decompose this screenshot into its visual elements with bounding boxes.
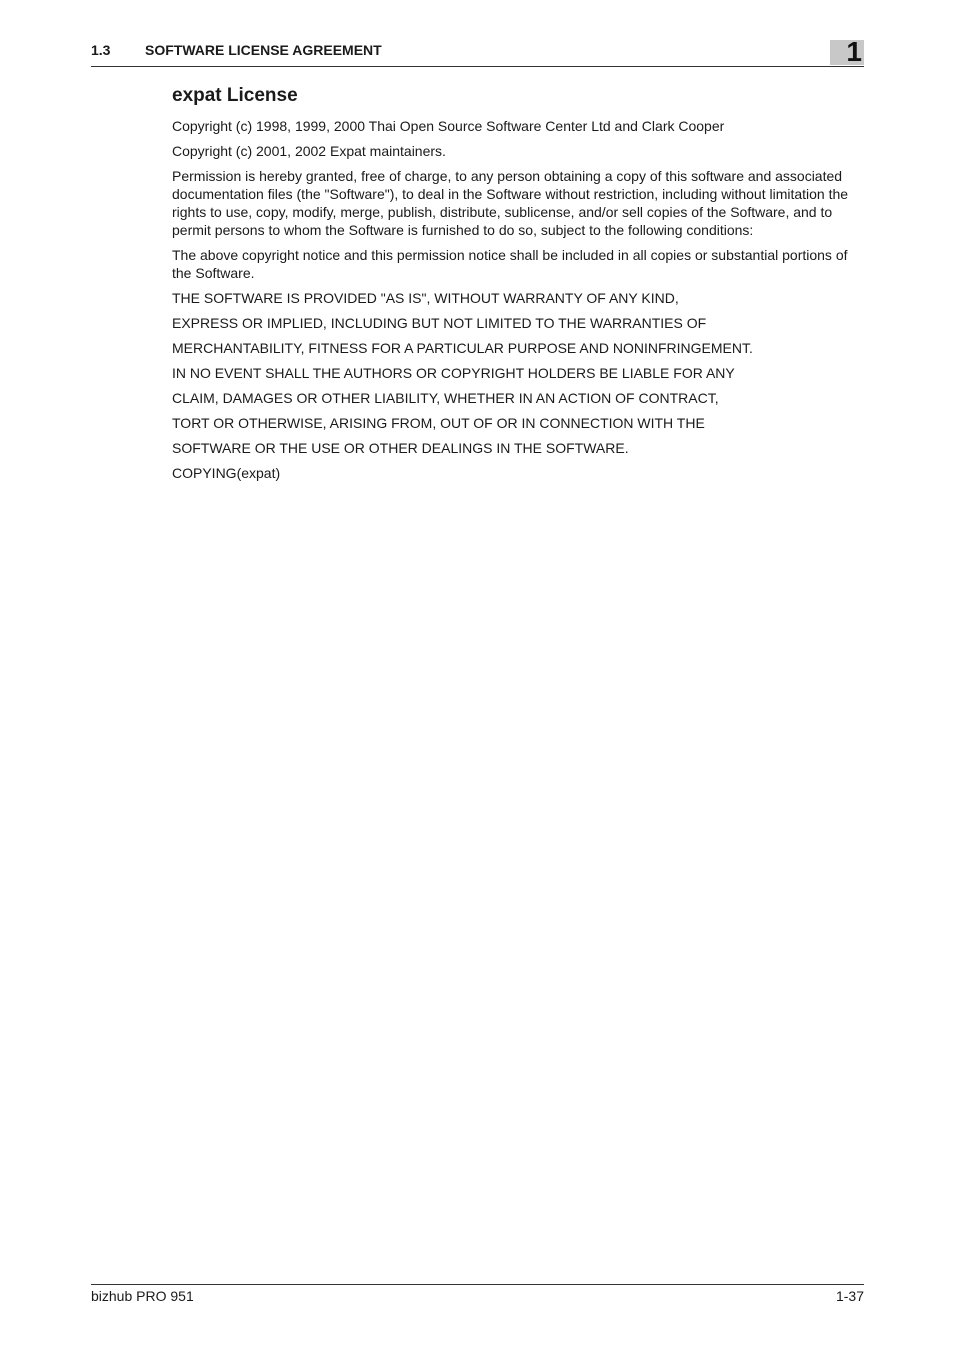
- page-number: 1-37: [835, 1288, 864, 1304]
- notice-paragraph: The above copyright notice and this permission notice shall be included in all copies or substantial portions of the Software.: [172, 247, 848, 281]
- page-heading: expat License: [172, 85, 298, 106]
- liability-line: CLAIM, DAMAGES OR OTHER LIABILITY, WHETHER IN AN ACTION OF CONTRACT,: [172, 390, 719, 406]
- liability-line: SOFTWARE OR THE USE OR OTHER DEALINGS IN THE SOFTWARE.: [172, 440, 629, 456]
- warranty-line: MERCHANTABILITY, FITNESS FOR A PARTICULAR PURPOSE AND NONINFRINGEMENT.: [172, 340, 753, 356]
- source-reference: COPYING(expat): [172, 465, 281, 481]
- permission-paragraph: Permission is hereby granted, free of charge, to any person obtaining a copy of this software and associated documentation files (the "Software"), to deal in the Software without restriction, including without limitation the rights to use, copy, modify, merge, publish, distribute, sublicense, and/or sell copies of the Software, and to permit persons to whom the Software is furnished to do so, subject to the following conditions:: [172, 168, 849, 238]
- chapter-tab: [830, 36, 864, 67]
- warranty-line: THE SOFTWARE IS PROVIDED "AS IS", WITHOUT WARRANTY OF ANY KIND,: [172, 290, 679, 306]
- main-content: [172, 84, 864, 489]
- chapter-number: 1: [846, 36, 862, 67]
- liability-line: TORT OR OTHERWISE, ARISING FROM, OUT OF OR IN CONNECTION WITH THE: [172, 415, 705, 431]
- page-header: [91, 36, 864, 67]
- page-footer: [91, 1284, 864, 1304]
- liability-line: IN NO EVENT SHALL THE AUTHORS OR COPYRIGHT HOLDERS BE LIABLE FOR ANY: [172, 365, 735, 381]
- section-number: 1.3: [91, 42, 111, 58]
- warranty-line: EXPRESS OR IMPLIED, INCLUDING BUT NOT LIMITED TO THE WARRANTIES OF: [172, 315, 707, 331]
- product-name: bizhub PRO 951: [91, 1288, 194, 1304]
- copyright-line-1: Copyright (c) 1998, 1999, 2000 Thai Open Source Software Center Ltd and Clark Cooper: [172, 118, 725, 134]
- copyright-line-2: Copyright (c) 2001, 2002 Expat maintainers.: [172, 143, 446, 159]
- section-title: SOFTWARE LICENSE AGREEMENT: [145, 42, 382, 58]
